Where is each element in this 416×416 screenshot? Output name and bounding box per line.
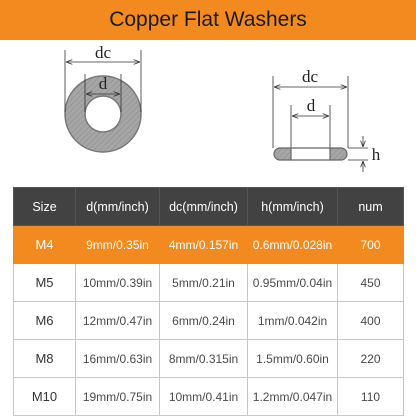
cell-size: M4 (14, 226, 76, 264)
cell-h: 0.95mm/0.04in (248, 264, 338, 302)
header-size: Size (14, 188, 76, 226)
header-h: h(mm/inch) (248, 188, 338, 226)
cell-h: 0.6mm/0.028in (248, 226, 338, 264)
cell-h: 1.2mm/0.047in (248, 378, 338, 416)
washer-side-view (273, 67, 381, 172)
cell-dc: 6mm/0.24in (160, 302, 248, 340)
side-dc-label: dc (301, 67, 319, 86)
table-row (14, 378, 404, 416)
cell-num: 110 (338, 378, 404, 416)
cell-num: 450 (338, 264, 404, 302)
cell-dc: 4mm/0.157in (160, 226, 248, 264)
header-dc: dc(mm/inch) (160, 188, 248, 226)
cell-num: 400 (338, 302, 404, 340)
header-d: d(mm/inch) (76, 188, 160, 226)
table-row (14, 226, 404, 264)
cell-d: 9mm/0.35in (76, 226, 160, 264)
table-row (14, 302, 404, 340)
page-title: Copper Flat Washers (109, 8, 307, 31)
cell-size: M5 (14, 264, 76, 302)
title-banner (0, 0, 416, 40)
cell-dc: 5mm/0.21in (160, 264, 248, 302)
cell-num: 220 (338, 340, 404, 378)
cell-d: 16mm/0.63in (76, 340, 160, 378)
cell-size: M6 (14, 302, 76, 340)
washer-top-view (65, 43, 141, 152)
cell-dc: 10mm/0.41in (160, 378, 248, 416)
table-row (14, 264, 404, 302)
cell-size: M8 (14, 340, 76, 378)
header-num: num (338, 188, 404, 226)
cell-h: 1mm/0.042in (248, 302, 338, 340)
cell-size: M10 (14, 378, 76, 416)
table-row (14, 340, 404, 378)
top-d-label: d (98, 74, 108, 93)
washer-diagram (0, 40, 416, 185)
side-d-label: d (306, 96, 316, 115)
cell-d: 19mm/0.75in (76, 378, 160, 416)
top-dc-label: dc (94, 43, 112, 62)
side-h-label: h (371, 145, 381, 164)
cell-num: 700 (338, 226, 404, 264)
washer-drawing (0, 40, 416, 185)
cell-dc: 8mm/0.315in (160, 340, 248, 378)
spec-table (13, 187, 404, 416)
cell-h: 1.5mm/0.60in (248, 340, 338, 378)
cell-d: 10mm/0.39in (76, 264, 160, 302)
table-header-row (14, 188, 404, 226)
cell-d: 12mm/0.47in (76, 302, 160, 340)
